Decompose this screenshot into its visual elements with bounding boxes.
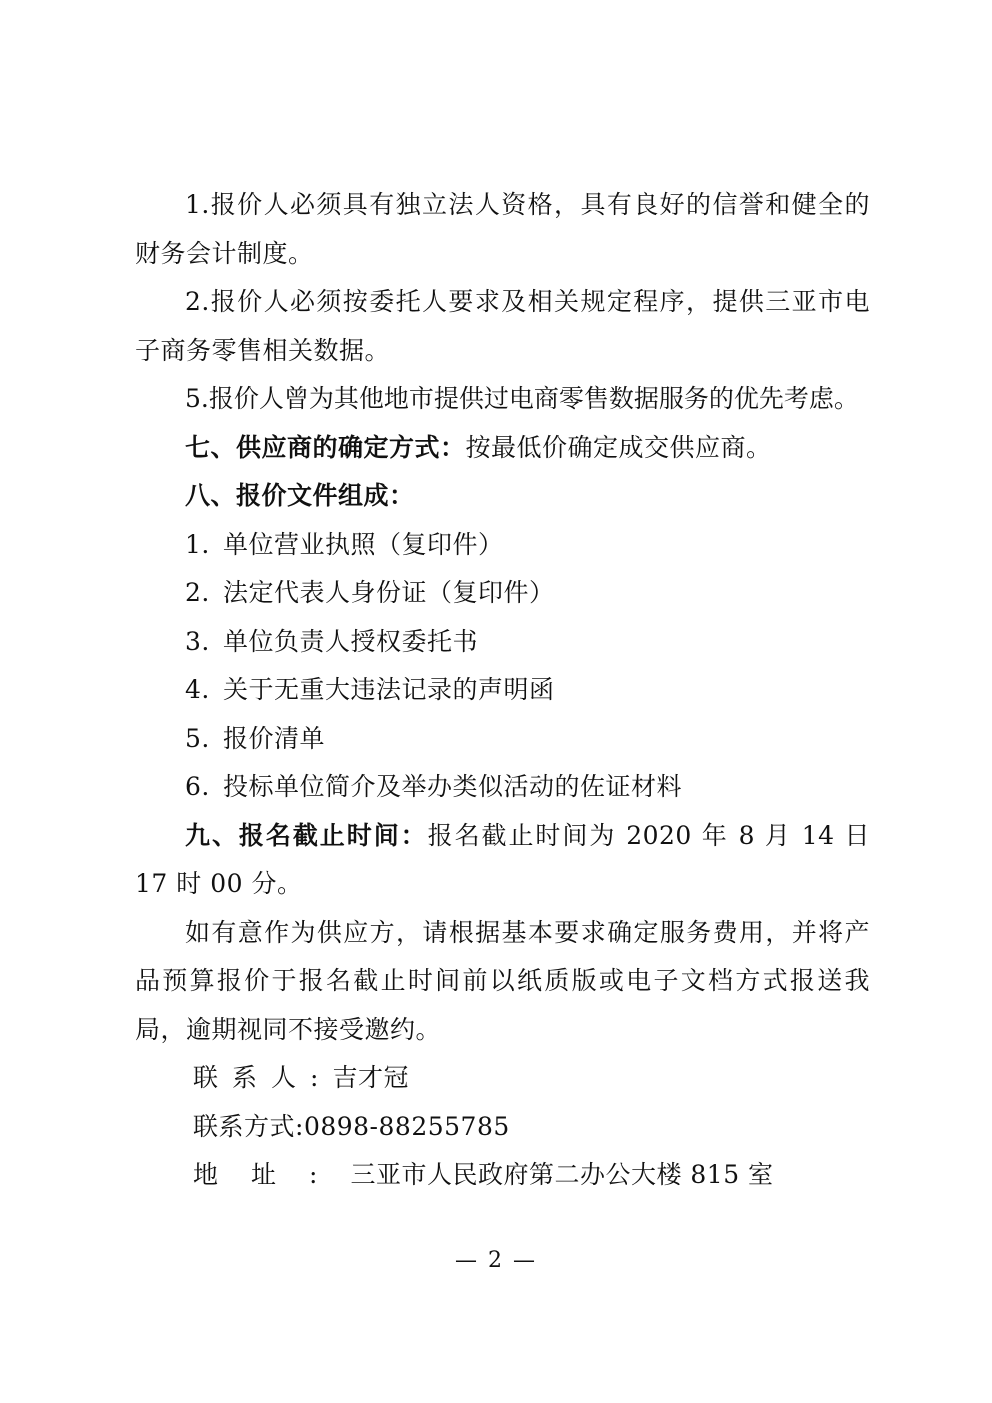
list-item	[135, 666, 870, 715]
list-item-number: 1.	[185, 529, 210, 559]
contact-phone-value: 0898-88255785	[303, 1111, 510, 1141]
section-9	[135, 812, 870, 909]
contact-phone-row	[135, 1103, 870, 1152]
contact-address-label: 地址:	[193, 1160, 351, 1189]
contact-person-value: 吉才冠	[332, 1063, 409, 1092]
list-item-number: 3.	[185, 626, 210, 656]
document-body	[135, 181, 870, 1200]
list-item-text: 单位营业执照（复印件）	[223, 529, 504, 559]
list-item	[135, 569, 870, 618]
contact-person-label: 联系人:	[193, 1063, 333, 1092]
contact-person-row	[135, 1054, 870, 1103]
requirement-1: 1.报价人必须具有独立法人资格，具有良好的信誉和健全的财务会计制度。	[135, 190, 870, 268]
list-item-text: 投标单位简介及举办类似活动的佐证材料	[223, 772, 683, 801]
contact-address-value: 三亚市人民政府第二办公大楼 815 室	[350, 1160, 774, 1189]
contact-phone-label: 联系方式:	[193, 1111, 304, 1141]
section-9-heading: 九、报名截止时间：	[185, 820, 428, 850]
section-9-text: 报名截止时间为 2020 年 8 月 14 日 17 时 00 分。	[135, 820, 870, 898]
list-item-number: 6.	[185, 772, 210, 801]
list-item-number: 2.	[185, 578, 210, 607]
list-item-text: 关于无重大违法记录的声明函	[223, 675, 555, 704]
section-7-text: 按最低价确定成交供应商。	[465, 432, 772, 462]
list-item-text: 报价清单	[223, 723, 326, 753]
list-item	[135, 521, 870, 570]
requirement-5: 5.报价人曾为其他地市提供过电商零售数据服务的优先考虑。	[185, 384, 859, 413]
requirement-2: 2.报价人必须按委托人要求及相关规定程序，提供三亚市电子商务零售相关数据。	[135, 287, 870, 365]
section-7	[135, 424, 870, 473]
list-item-text: 单位负责人授权委托书	[223, 626, 479, 656]
list-item-text: 法定代表人身份证（复印件）	[223, 578, 555, 607]
list-item	[135, 715, 870, 764]
closing-paragraph: 如有意作为供应方，请根据基本要求确定服务费用，并将产品预算报价于报名截止时间前以纸质版或电子文档方式报送我局，逾期视同不接受邀约。	[135, 917, 870, 1044]
section-8-heading: 八、报价文件组成：	[185, 481, 415, 510]
section-8-heading-row	[135, 472, 870, 521]
contact-address-row	[135, 1151, 870, 1200]
page-number: — 2 —	[455, 1248, 537, 1273]
section-7-heading: 七、供应商的确定方式：	[185, 432, 466, 462]
list-item-number: 4.	[185, 675, 210, 704]
list-item	[135, 618, 870, 667]
list-item	[135, 763, 870, 812]
list-item-number: 5.	[185, 723, 210, 753]
